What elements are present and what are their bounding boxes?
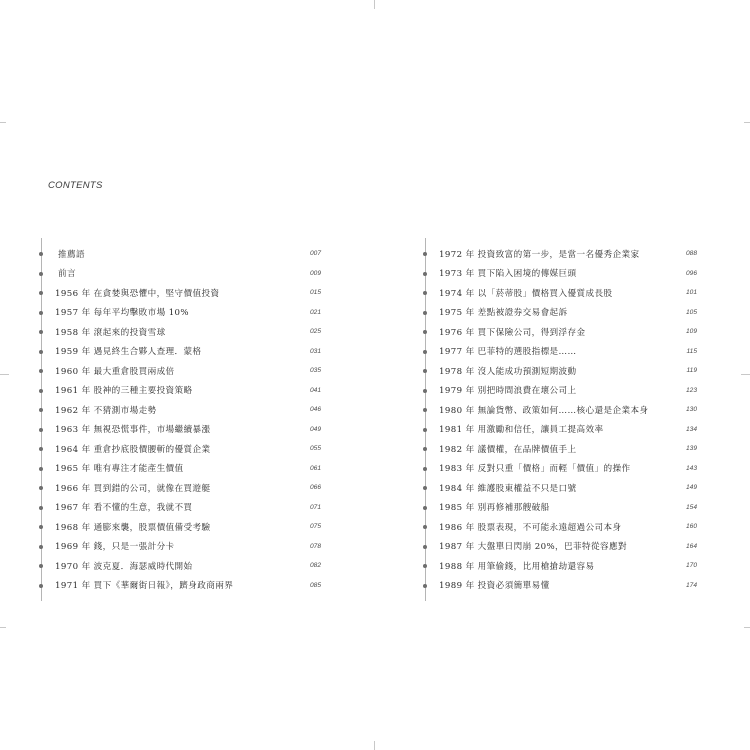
- toc-entry[interactable]: [425, 400, 697, 420]
- toc-list-right: [425, 244, 697, 595]
- toc-entry-title: 遇見終生合夥人查理．蒙格: [93, 347, 202, 358]
- toc-entry-text: [55, 482, 211, 494]
- toc-entry-page-number: 007: [309, 250, 321, 258]
- toc-entry-year: 1967 年: [55, 503, 91, 514]
- toc-entry-text: [55, 560, 193, 572]
- timeline-dot-icon: [39, 369, 43, 373]
- toc-entry-page-number: 164: [685, 542, 697, 550]
- timeline-dot-icon: [39, 311, 43, 315]
- toc-entry-title: 用激勵和信任，讓員工提高效率: [477, 425, 604, 436]
- timeline-dot-icon: [423, 428, 427, 432]
- toc-entry-text: [55, 326, 166, 338]
- toc-entry-text: [55, 384, 193, 396]
- toc-entry-text: [439, 248, 640, 260]
- toc-entry-text: [55, 267, 76, 279]
- toc-entry[interactable]: [41, 264, 321, 284]
- toc-entry-title: 大盤單日閃崩 20%，巴菲特從容應對: [477, 542, 627, 553]
- toc-entry-title: 無視恐慌事件，市場繼續暴漲: [93, 425, 211, 436]
- toc-entry[interactable]: [425, 478, 697, 498]
- toc-entry-year: 1964 年: [55, 444, 91, 455]
- toc-entry[interactable]: [425, 459, 697, 479]
- timeline-dot-icon: [423, 311, 427, 315]
- toc-entry-text: [439, 579, 550, 591]
- toc-entry-text: [439, 560, 595, 572]
- toc-entry-page-number: 109: [685, 328, 697, 336]
- toc-entry-page-number: 149: [685, 484, 697, 492]
- toc-entry[interactable]: [41, 498, 321, 518]
- toc-entry-year: 1959 年: [55, 347, 91, 358]
- toc-entry-text: [55, 248, 85, 260]
- toc-entry-text: [439, 404, 649, 416]
- toc-entry-title: 唯有專注才能產生價值: [93, 464, 184, 475]
- toc-entry-page-number: 078: [309, 542, 321, 550]
- toc-entry-text: [55, 345, 202, 357]
- toc-entry-year: 1956 年: [55, 288, 91, 299]
- toc-entry-title: 買到錯的公司，就像在買遊艇: [93, 483, 211, 494]
- toc-entry-title: 在貪婪與恐懼中，堅守價值投資: [93, 288, 220, 299]
- crop-mark-top-left: [0, 122, 6, 123]
- toc-entry-year: 1973 年: [439, 269, 475, 280]
- toc-entry-text: [439, 345, 577, 357]
- toc-entry-year: 1985 年: [439, 503, 475, 514]
- toc-entry[interactable]: [41, 361, 321, 381]
- timeline-dot-icon: [423, 506, 427, 510]
- crop-mark-left: [0, 374, 9, 375]
- toc-entry-year: 1975 年: [439, 308, 475, 319]
- toc-entry-page-number: 075: [309, 523, 321, 531]
- toc-entry-year: 1989 年: [439, 581, 475, 592]
- toc-entry-title: 買下保險公司，得到浮存金: [477, 327, 586, 338]
- timeline-dot-icon: [39, 525, 43, 529]
- toc-entry-title: 波克夏．海瑟威時代開始: [93, 561, 193, 572]
- toc-entry-page-number: 025: [309, 328, 321, 336]
- toc-entry[interactable]: [41, 244, 321, 264]
- toc-entry-page-number: 130: [685, 406, 697, 414]
- toc-entry[interactable]: [41, 556, 321, 576]
- toc-entry-page-number: 123: [685, 386, 697, 394]
- toc-entry[interactable]: [425, 517, 697, 537]
- toc-entry-page-number: 046: [309, 406, 321, 414]
- timeline-dot-icon: [423, 330, 427, 334]
- toc-entry-title: 不猜測市場走勢: [93, 405, 157, 416]
- toc-entry-page-number: 088: [685, 250, 697, 258]
- timeline-dot-icon: [39, 584, 43, 588]
- toc-entry[interactable]: [41, 400, 321, 420]
- timeline-dot-icon: [423, 389, 427, 393]
- toc-list-left: [41, 244, 321, 595]
- toc-entry-text: [439, 501, 550, 513]
- toc-entry-text: [55, 443, 211, 455]
- toc-entry-year: 1966 年: [55, 483, 91, 494]
- toc-entry-title: 通膨來襲，股票價值備受考驗: [93, 522, 211, 533]
- toc-entry-text: [439, 540, 627, 552]
- toc-entry-page-number: 160: [685, 523, 697, 531]
- toc-entry-year: 1977 年: [439, 347, 475, 358]
- toc-entry-year: 1965 年: [55, 464, 91, 475]
- toc-entry-page-number: 154: [685, 503, 697, 511]
- toc-entry-text: [439, 287, 613, 299]
- toc-entry-text: [55, 306, 189, 318]
- toc-entry-title: 推薦語: [58, 249, 85, 260]
- toc-entry-year: 1957 年: [55, 308, 91, 319]
- toc-entry[interactable]: [425, 537, 697, 557]
- toc-entry-title: 維護股東權益不只是口號: [477, 483, 577, 494]
- toc-entry-title: 錢，只是一張計分卡: [93, 542, 175, 553]
- timeline-dot-icon: [423, 408, 427, 412]
- toc-entry[interactable]: [41, 322, 321, 342]
- timeline-dot-icon: [423, 486, 427, 490]
- timeline-dot-icon: [423, 291, 427, 295]
- toc-entry-page-number: 055: [309, 445, 321, 453]
- toc-entry-title: 沒人能成功預測短期波動: [477, 366, 577, 377]
- toc-entry-title: 無論貨幣、政策如何……核心還是企業本身: [477, 405, 649, 416]
- toc-entry[interactable]: [41, 439, 321, 459]
- toc-entry-title: 別再修補那艘破船: [477, 503, 550, 514]
- toc-entry[interactable]: [425, 361, 697, 381]
- timeline-dot-icon: [39, 350, 43, 354]
- crop-mark-bottom-right: [744, 627, 750, 628]
- toc-entry-title: 用筆偷錢，比用槍搶劫還容易: [477, 561, 595, 572]
- toc-entry[interactable]: [41, 283, 321, 303]
- toc-entry-title: 投資致富的第一步，是當一名優秀企業家: [477, 249, 640, 260]
- toc-entry-text: [55, 540, 175, 552]
- toc-entry-text: [439, 326, 586, 338]
- crop-mark-bottom-left: [0, 627, 6, 628]
- timeline-dot-icon: [39, 330, 43, 334]
- toc-entry-title: 以「菸蒂股」價格買入優質成長股: [477, 288, 613, 299]
- toc-entry-year: 1960 年: [55, 366, 91, 377]
- toc-entry-page-number: 105: [685, 308, 697, 316]
- timeline-dot-icon: [39, 564, 43, 568]
- toc-entry[interactable]: [41, 576, 321, 596]
- toc-right-column: [425, 244, 697, 595]
- toc-entry[interactable]: [425, 264, 697, 284]
- toc-entry-year: 1958 年: [55, 327, 91, 338]
- toc-entry-year: 1962 年: [55, 405, 91, 416]
- toc-entry[interactable]: [41, 381, 321, 401]
- toc-entry-year: 1961 年: [55, 386, 91, 397]
- toc-entry-text: [55, 404, 157, 416]
- toc-entry-text: [55, 501, 193, 513]
- toc-entry[interactable]: [425, 576, 697, 596]
- timeline-dot-icon: [423, 584, 427, 588]
- timeline-dot-icon: [423, 467, 427, 471]
- toc-entry-year: 1972 年: [439, 249, 475, 260]
- toc-entry-year: 1982 年: [439, 444, 475, 455]
- toc-entry-page-number: 041: [309, 386, 321, 394]
- toc-entry-year: 1983 年: [439, 464, 475, 475]
- timeline-dot-icon: [423, 564, 427, 568]
- toc-entry-text: [55, 287, 220, 299]
- timeline-dot-icon: [39, 272, 43, 276]
- toc-entry[interactable]: [41, 342, 321, 362]
- toc-entry-text: [439, 462, 631, 474]
- timeline-dot-icon: [423, 272, 427, 276]
- crop-mark-top-right: [744, 122, 750, 123]
- toc-entry-text: [439, 423, 604, 435]
- toc-entry-page-number: 119: [686, 367, 697, 375]
- toc-entry-title: 買下《華爾街日報》，躋身政商兩界: [93, 581, 234, 592]
- toc-entry-page-number: 115: [686, 347, 697, 355]
- toc-entry-page-number: 082: [309, 562, 321, 570]
- timeline-dot-icon: [39, 486, 43, 490]
- toc-entry-title: 重倉抄底股價腰斬的優質企業: [93, 444, 211, 455]
- toc-entry-page-number: 096: [685, 269, 697, 277]
- toc-entry[interactable]: [425, 244, 697, 264]
- toc-entry[interactable]: [425, 498, 697, 518]
- toc-entry-text: [55, 521, 211, 533]
- toc-entry[interactable]: [425, 556, 697, 576]
- toc-entry-title: 最大重倉股買兩成倍: [93, 366, 175, 377]
- contents-heading: CONTENTS: [48, 180, 103, 191]
- toc-entry-year: 1984 年: [439, 483, 475, 494]
- toc-entry-title: 反對只重「價格」而輕「價值」的操作: [477, 464, 631, 475]
- toc-entry-year: 1970 年: [55, 561, 91, 572]
- toc-entry-page-number: 021: [309, 308, 321, 316]
- timeline-dot-icon: [423, 252, 427, 256]
- toc-entry-year: 1981 年: [439, 425, 475, 436]
- toc-entry-text: [439, 384, 577, 396]
- toc-entry-title: 股神的三種主要投資策略: [93, 386, 193, 397]
- toc-entry[interactable]: [425, 303, 697, 323]
- toc-entry-year: 1963 年: [55, 425, 91, 436]
- toc-entry-text: [439, 443, 577, 455]
- timeline-dot-icon: [423, 447, 427, 451]
- toc-entry[interactable]: [41, 420, 321, 440]
- toc-entry-year: 1974 年: [439, 288, 475, 299]
- toc-entry[interactable]: [41, 517, 321, 537]
- toc-entry[interactable]: [425, 439, 697, 459]
- toc-entry-page-number: 009: [309, 269, 321, 277]
- toc-entry-page-number: 035: [309, 367, 321, 375]
- toc-entry-title: 別把時間浪費在壞公司上: [477, 386, 577, 397]
- toc-entry-title: 看不懂的生意，我就不買: [93, 503, 193, 514]
- toc-entry[interactable]: [425, 322, 697, 342]
- toc-entry-title: 前言: [58, 269, 76, 280]
- toc-entry-title: 巴菲特的選股指標是……: [477, 347, 577, 358]
- toc-entry-title: 議價權，在品牌價值手上: [477, 444, 577, 455]
- toc-entry-page-number: 031: [309, 347, 321, 355]
- toc-entry[interactable]: [425, 283, 697, 303]
- timeline-dot-icon: [39, 389, 43, 393]
- toc-entry-page-number: 061: [309, 464, 321, 472]
- toc-entry-year: 1986 年: [439, 522, 475, 533]
- toc-entry-page-number: 071: [309, 503, 321, 511]
- toc-entry-page-number: 139: [685, 445, 697, 453]
- toc-entry[interactable]: [41, 478, 321, 498]
- crop-mark-top: [374, 0, 375, 9]
- toc-entry-text: [439, 482, 577, 494]
- timeline-dot-icon: [423, 369, 427, 373]
- timeline-dot-icon: [39, 291, 43, 295]
- toc-entry-year: 1978 年: [439, 366, 475, 377]
- toc-entry[interactable]: [41, 303, 321, 323]
- toc-entry-page-number: 174: [685, 581, 697, 589]
- timeline-dot-icon: [39, 467, 43, 471]
- toc-entry-year: 1979 年: [439, 386, 475, 397]
- toc-entry[interactable]: [425, 381, 697, 401]
- toc-entry-title: 每年平均擊敗市場 10%: [93, 308, 189, 319]
- toc-entry-text: [55, 365, 175, 377]
- toc-entry[interactable]: [41, 537, 321, 557]
- toc-entry-text: [439, 365, 577, 377]
- timeline-dot-icon: [423, 350, 427, 354]
- toc-entry-text: [439, 521, 622, 533]
- toc-entry-page-number: 134: [685, 425, 697, 433]
- toc-entry-page-number: 101: [685, 289, 697, 297]
- toc-entry-text: [439, 267, 577, 279]
- toc-entry-page-number: 015: [309, 289, 321, 297]
- toc-entry-text: [55, 423, 211, 435]
- timeline-dot-icon: [39, 447, 43, 451]
- toc-left-column: [41, 244, 321, 595]
- toc-entry-page-number: 170: [685, 562, 697, 570]
- toc-entry-year: 1980 年: [439, 405, 475, 416]
- toc-entry[interactable]: [41, 459, 321, 479]
- timeline-dot-icon: [39, 428, 43, 432]
- crop-mark-bottom: [374, 741, 375, 750]
- toc-entry-year: 1976 年: [439, 327, 475, 338]
- timeline-dot-icon: [39, 506, 43, 510]
- timeline-dot-icon: [423, 545, 427, 549]
- toc-entry-page-number: 143: [685, 464, 697, 472]
- toc-entry-year: 1988 年: [439, 561, 475, 572]
- toc-entry-page-number: 085: [309, 581, 321, 589]
- timeline-dot-icon: [39, 545, 43, 549]
- toc-entry-title: 投資必須簡單易懂: [477, 581, 550, 592]
- toc-entry-text: [439, 306, 568, 318]
- crop-mark-right: [741, 374, 750, 375]
- toc-entry-title: 買下陷入困境的傳媒巨頭: [477, 269, 577, 280]
- toc-entry-page-number: 066: [309, 484, 321, 492]
- toc-entry-year: 1971 年: [55, 581, 91, 592]
- timeline-dot-icon: [39, 408, 43, 412]
- timeline-dot-icon: [39, 252, 43, 256]
- toc-entry-year: 1969 年: [55, 542, 91, 553]
- toc-entry[interactable]: [425, 420, 697, 440]
- timeline-dot-icon: [423, 525, 427, 529]
- toc-entry-text: [55, 579, 233, 591]
- toc-entry-title: 股票表現，不可能永遠超過公司本身: [477, 522, 622, 533]
- toc-entry-year: 1987 年: [439, 542, 475, 553]
- toc-entry[interactable]: [425, 342, 697, 362]
- toc-entry-title: 差點被證券交易會起訴: [477, 308, 568, 319]
- toc-entry-page-number: 049: [309, 425, 321, 433]
- toc-entry-text: [55, 462, 184, 474]
- toc-entry-year: 1968 年: [55, 522, 91, 533]
- toc-entry-title: 滾起來的投資雪球: [93, 327, 166, 338]
